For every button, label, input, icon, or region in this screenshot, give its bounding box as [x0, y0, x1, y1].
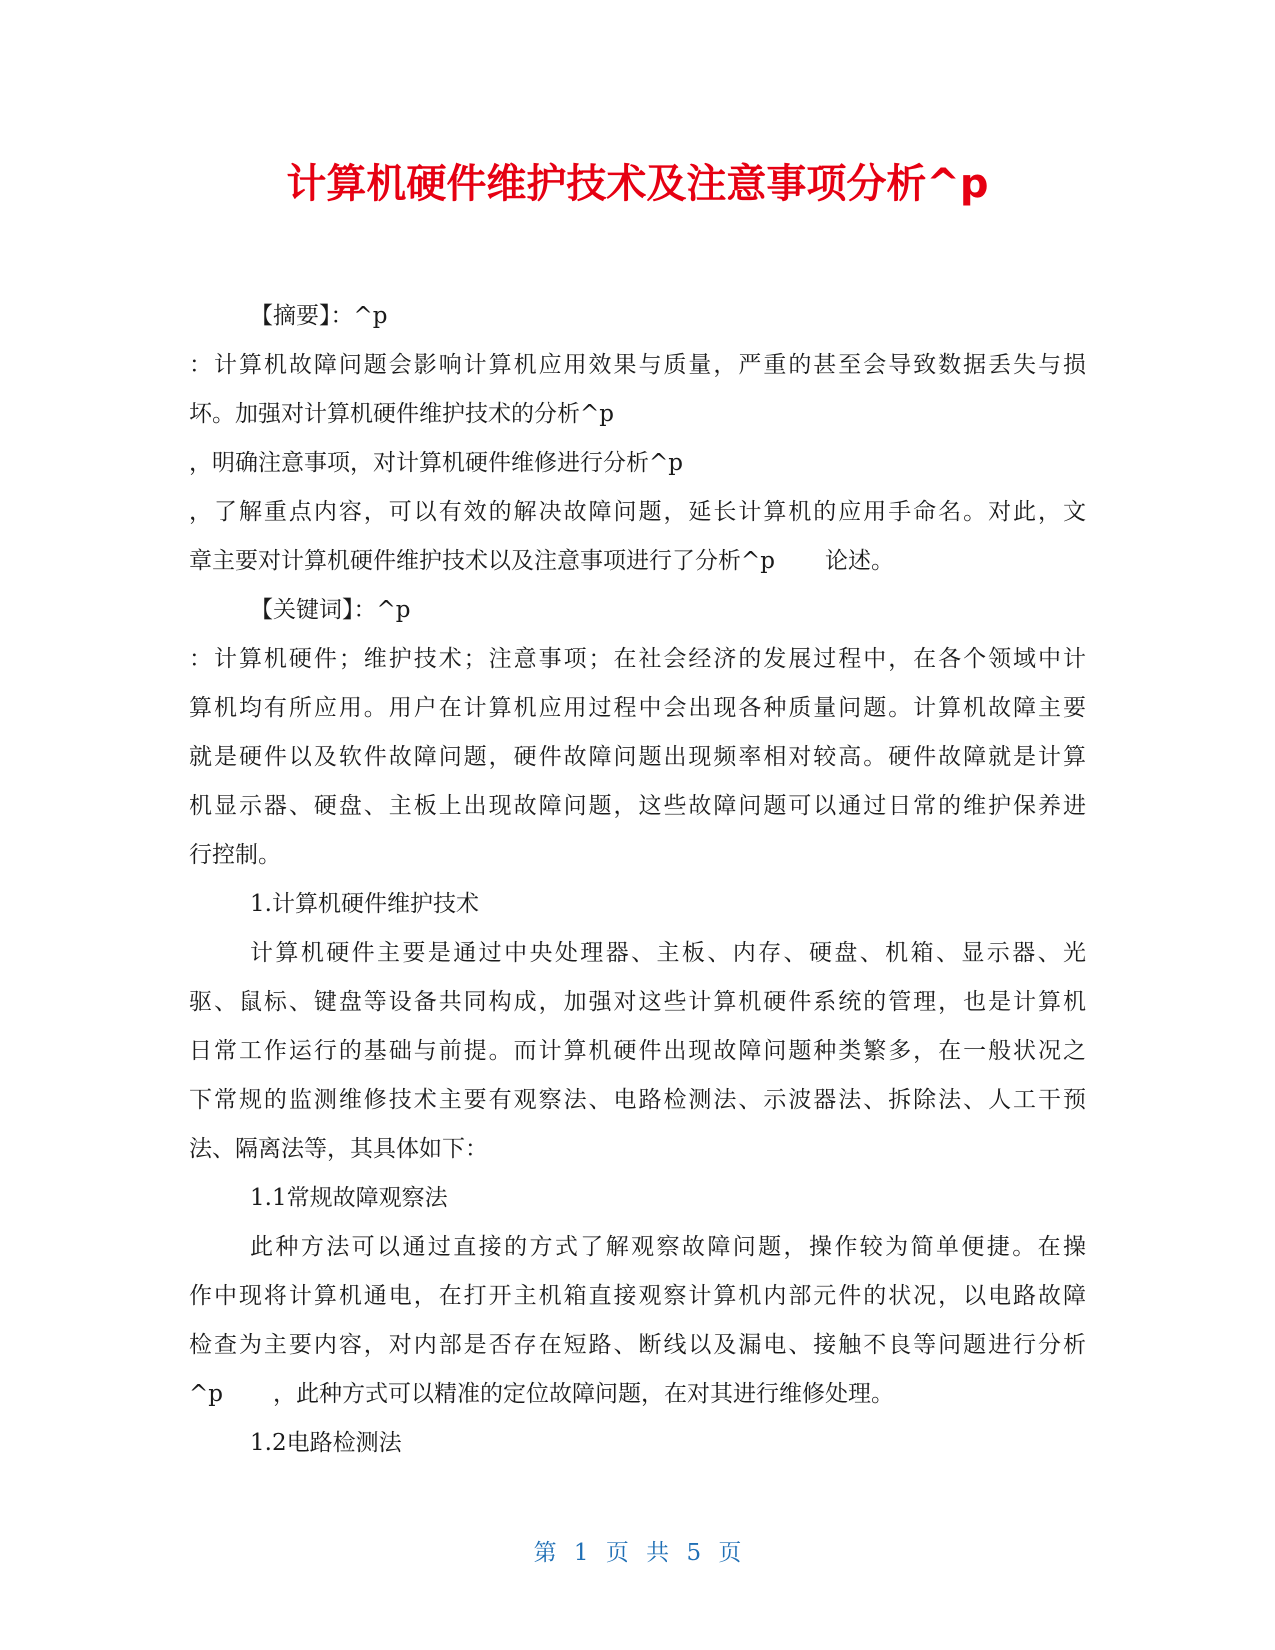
abstract-line: ，了解重点内容，可以有效的解决故障问题，延长计算机的应用手命名。对此，文 [189, 499, 1086, 525]
document-body [189, 292, 1086, 1468]
body-line: 日常工作运行的基础与前提。而计算机硬件出现故障问题种类繁多，在一般状况之 [189, 1038, 1086, 1064]
body-line: 机显示器、硬盘、主板上出现故障问题，这些故障问题可以通过日常的维护保养进 [189, 793, 1086, 819]
body-line: 此种方法可以通过直接的方式了解观察故障问题，操作较为简单便捷。在操 [250, 1234, 1086, 1260]
section-heading-1-1: 1.1常规故障观察法 [250, 1185, 448, 1211]
abstract-line: 坏。加强对计算机硬件维护技术的分析^p [189, 401, 614, 427]
abstract-line: ，明确注意事项，对计算机硬件维修进行分析^p [189, 450, 683, 476]
body-line: 就是硬件以及软件故障问题，硬件故障问题出现频率相对较高。硬件故障就是计算 [189, 744, 1086, 770]
body-line [189, 1370, 1086, 1419]
body-line: 计算机硬件主要是通过中央处理器、主板、内存、硬盘、机箱、显示器、光 [250, 940, 1086, 966]
body-line: 作中现将计算机通电，在打开主机箱直接观察计算机内部元件的状况，以电路故障 [189, 1283, 1086, 1309]
keywords-line: ：计算机硬件；维护技术；注意事项；在社会经济的发展过程中，在各个领域中计 [189, 646, 1086, 672]
body-line: 算机均有所应用。用户在计算机应用过程中会出现各种质量问题。计算机故障主要 [189, 695, 1086, 721]
body-line-head: ^p [189, 1381, 223, 1407]
body-line-text: ，此种方式可以精准的定位故障问题，在对其进行维修处理。 [273, 1381, 894, 1407]
keywords-heading: 【关键词】：^p [250, 597, 411, 623]
body-line: 法、隔离法等，其具体如下： [189, 1136, 488, 1162]
section-heading-1-2: 1.2电路检测法 [250, 1430, 402, 1456]
body-line: 行控制。 [189, 842, 281, 868]
abstract-line-tail: 论述。 [825, 548, 894, 574]
document-title: 计算机硬件维护技术及注意事项分析^p [286, 161, 989, 207]
section-heading-1: 1.计算机硬件维护技术 [250, 891, 479, 917]
body-line: 下常规的监测维修技术主要有观察法、电路检测法、示波器法、拆除法、人工干预 [189, 1087, 1086, 1113]
abstract-line: ：计算机故障问题会影响计算机应用效果与质量，严重的甚至会导致数据丢失与损 [189, 352, 1086, 378]
body-line: 检查为主要内容，对内部是否存在短路、断线以及漏电、接触不良等问题进行分析 [189, 1332, 1086, 1358]
abstract-line-text: 章主要对计算机硬件维护技术以及注意事项进行了分析^p [189, 548, 775, 574]
page-number-footer: 第 1 页 共 5 页 [533, 1540, 742, 1566]
abstract-heading: 【摘要】：^p [250, 303, 388, 329]
abstract-line [189, 537, 1086, 586]
body-line: 驱、鼠标、键盘等设备共同构成，加强对这些计算机硬件系统的管理，也是计算机 [189, 989, 1086, 1015]
